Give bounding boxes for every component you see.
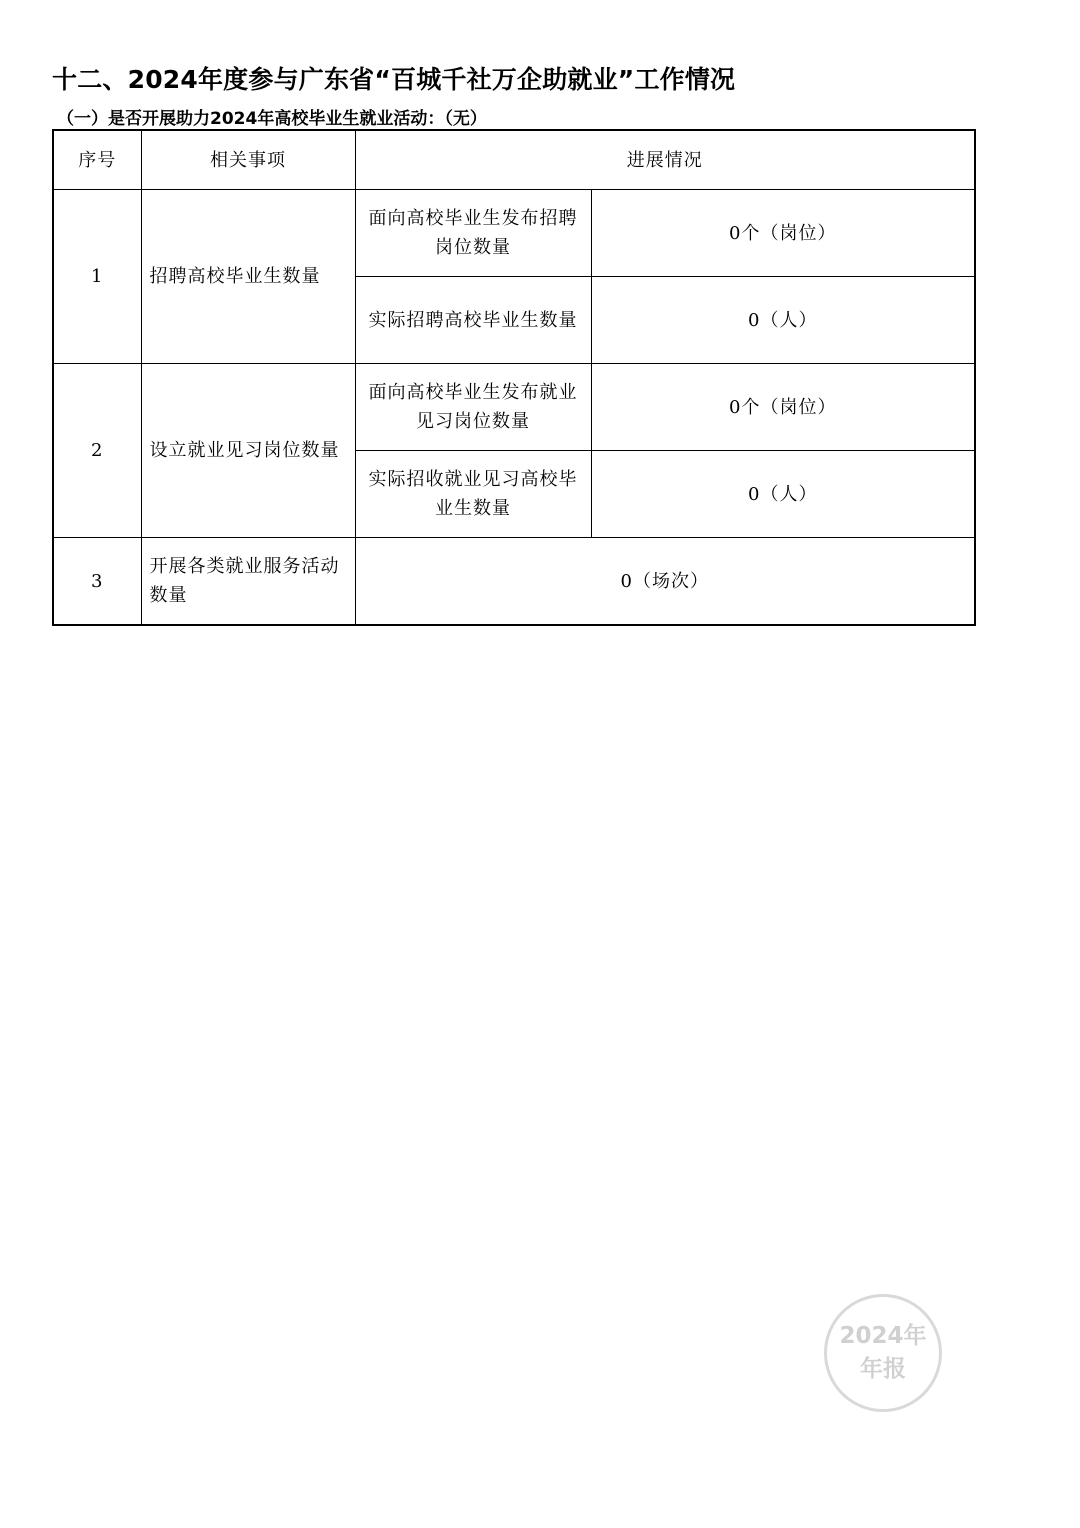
section-title: 十二、2024年度参与广东省“百城千社万企助就业”工作情况 [52,65,736,94]
row-sublabel: 面向高校毕业生发布就业见习岗位数量 [355,364,591,451]
header-progress: 进展情况 [355,130,975,190]
stamp-report-text: 年报 [860,1356,906,1382]
header-item: 相关事项 [141,130,355,190]
table-row [53,538,975,626]
row-value: 0个（岗位） [591,190,975,277]
annual-report-stamp [824,1294,942,1412]
row-index: 2 [53,364,141,538]
table-row [53,364,975,451]
row-index: 1 [53,190,141,364]
row-value: 0（人） [591,451,975,538]
row-value: 0个（岗位） [591,364,975,451]
row-item: 开展各类就业服务活动数量 [141,538,355,626]
table-header-row [53,130,975,190]
row-item: 设立就业见习岗位数量 [141,364,355,538]
row-item: 招聘高校毕业生数量 [141,190,355,364]
table-row [53,190,975,277]
employment-table [52,129,976,626]
row-sublabel: 实际招聘高校毕业生数量 [355,277,591,364]
header-index: 序号 [53,130,141,190]
row-sublabel: 实际招收就业见习高校毕业生数量 [355,451,591,538]
row-value: 0（人） [591,277,975,364]
row-index: 3 [53,538,141,626]
stamp-year-text: 2024年 [839,1323,927,1349]
section-subtitle: （一）是否开展助力2024年高校毕业生就业活动：（无） [57,109,487,129]
row-sublabel: 面向高校毕业生发布招聘岗位数量 [355,190,591,277]
row-value: 0（场次） [355,538,975,626]
